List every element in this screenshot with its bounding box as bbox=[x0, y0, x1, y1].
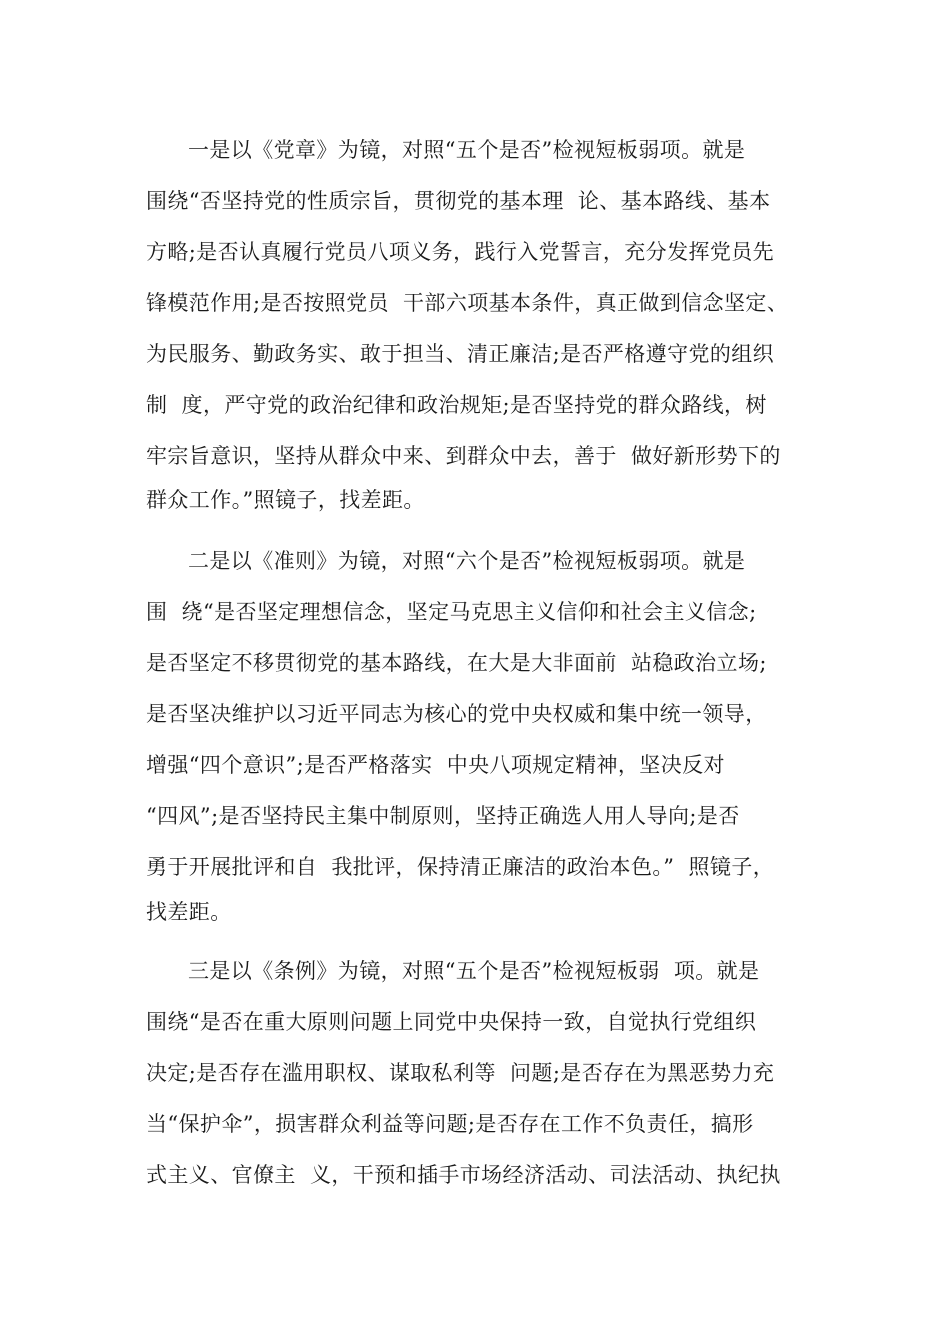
paragraph-2-line-6: “四风”;是否坚持民主集中制原则，坚持正确选人用人导向;是否 bbox=[146, 804, 740, 828]
paragraph-1-line-4: 锋模范作用;是否按照党员 干部六项基本条件，真正做到信念坚定、 bbox=[146, 291, 789, 315]
paragraph-2-line-7: 勇于开展批评和自 我批评，保持清正廉洁的政治本色。” 照镜子， bbox=[146, 855, 775, 879]
paragraph-1-line-8: 群众工作。”照镜子，找差距。 bbox=[146, 488, 425, 512]
paragraph-3-line-2: 围绕“是否在重大原则问题上同党中央保持一致，自觉执行党组织 bbox=[146, 1010, 757, 1034]
paragraph-1-line-6: 制 度，严守党的政治纪律和政治规矩;是否坚持党的群众路线，树 bbox=[146, 393, 767, 417]
paragraph-3-line-4: 当“保护伞”，损害群众利益等问题;是否存在工作不负责任，搞形 bbox=[146, 1112, 754, 1136]
paragraph-3-line-1: 三是以《条例》为镜，对照“五个是否”检视短板弱 项。就是 bbox=[188, 959, 760, 983]
paragraph-2-line-3: 是否坚定不移贯彻党的基本路线，在大是大非面前 站稳政治立场; bbox=[146, 651, 767, 675]
paragraph-2-line-1: 二是以《准则》为镜，对照“六个是否”检视短板弱项。就是 bbox=[188, 549, 746, 573]
paragraph-3-line-5: 式主义、官僚主 义，干预和插手市场经济活动、司法活动、执纪执 bbox=[146, 1163, 781, 1187]
paragraph-1-line-7: 牢宗旨意识，坚持从群众中来、到群众中去，善于 做好新形势下的 bbox=[146, 444, 781, 468]
paragraph-2-line-2: 围 绕“是否坚定理想信念，坚定马克思主义信仰和社会主义信念; bbox=[146, 600, 757, 624]
paragraph-1-line-3: 方略;是否认真履行党员八项义务，践行入党誓言，充分发挥党员先 bbox=[146, 240, 775, 264]
paragraph-3-line-3: 决定;是否存在滥用职权、谋取私利等 问题;是否存在为黑恶势力充 bbox=[146, 1061, 775, 1085]
paragraph-1-line-5: 为民服务、勤政务实、敢于担当、清正廉洁;是否严格遵守党的组织 bbox=[146, 342, 775, 366]
paragraph-1-line-2: 围绕“否坚持党的性质宗旨，贯彻党的基本理 论、基本路线、基本 bbox=[146, 189, 771, 213]
paragraph-2-line-4: 是否坚决维护以习近平同志为核心的党中央权威和集中统一领导， bbox=[146, 702, 767, 726]
paragraph-1-line-1: 一是以《党章》为镜，对照“五个是否”检视短板弱项。就是 bbox=[188, 138, 746, 162]
paragraph-2-line-8: 找差距。 bbox=[146, 900, 232, 924]
paragraph-2-line-5: 增强“四个意识”;是否严格落实 中央八项规定精神，坚决反对 bbox=[146, 753, 725, 777]
